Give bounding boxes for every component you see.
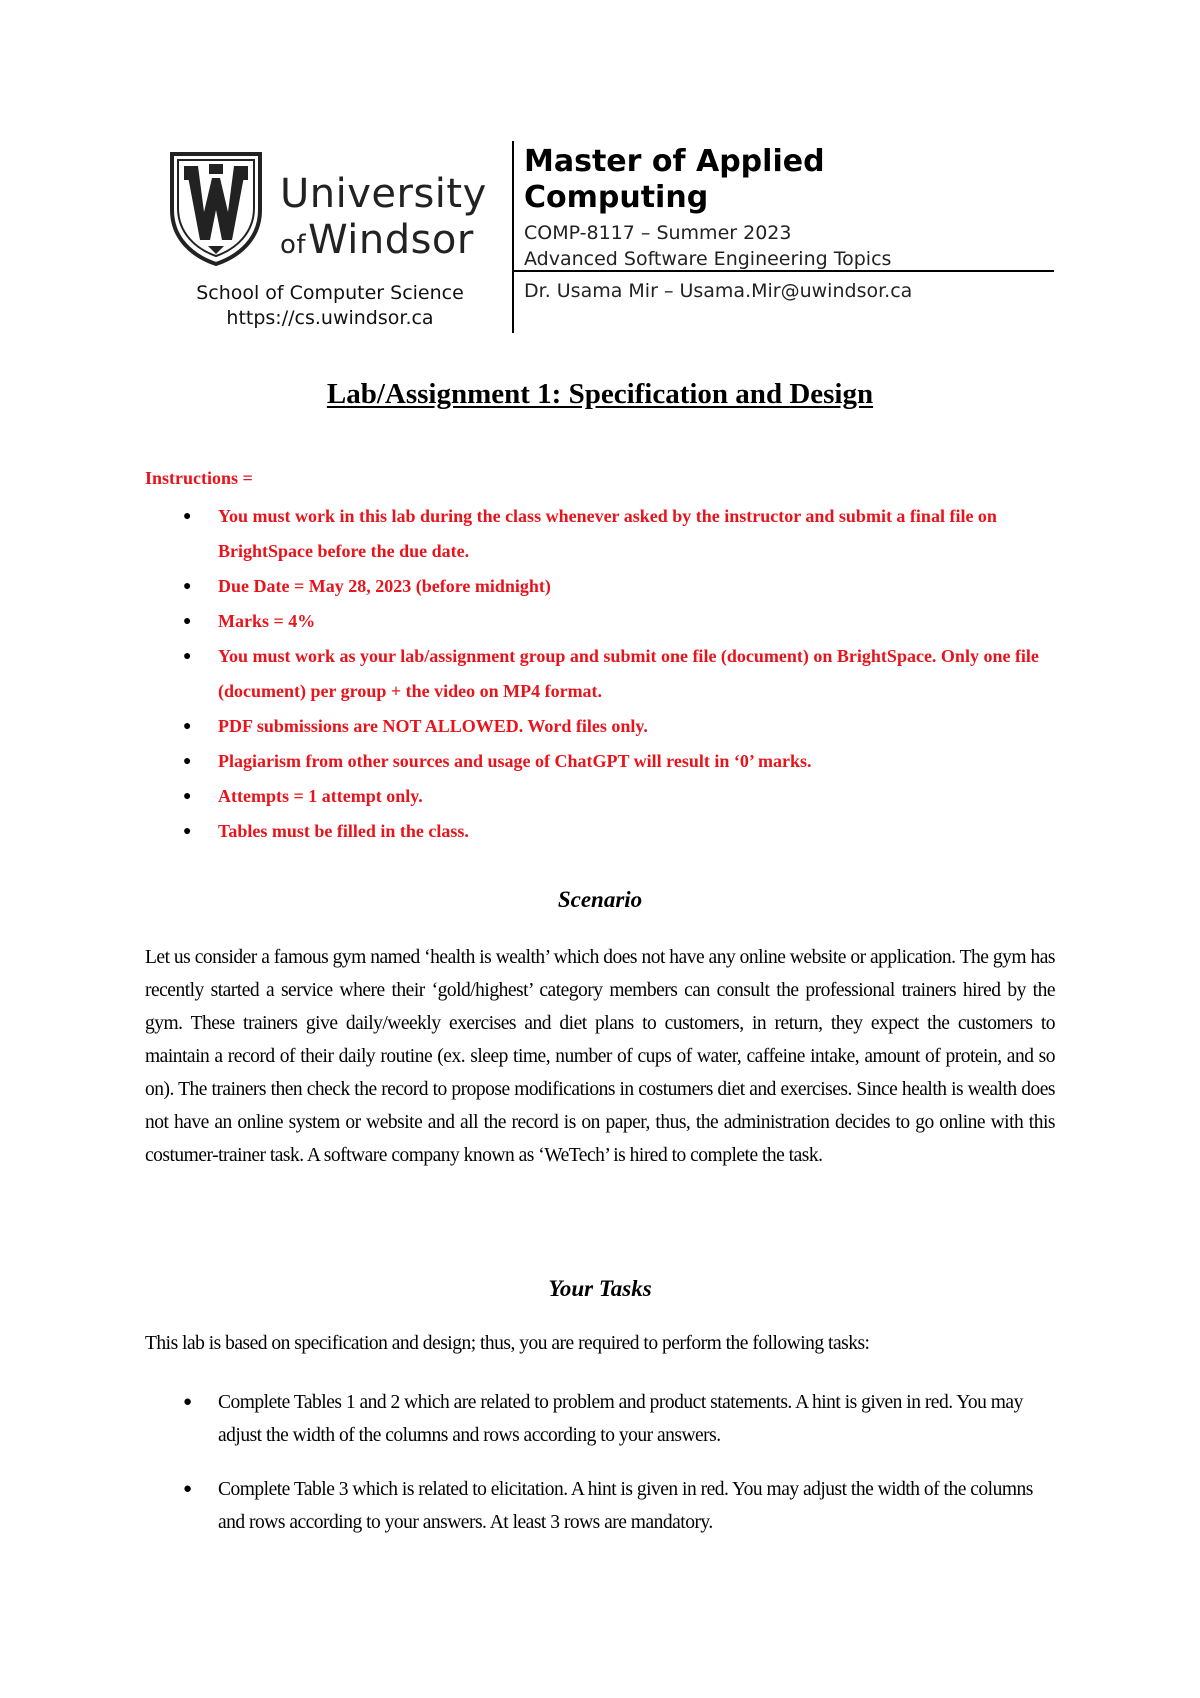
list-item xyxy=(145,814,1075,849)
bullet-icon: ● xyxy=(183,509,192,524)
program-info xyxy=(524,144,1054,272)
bullet-icon: ● xyxy=(183,789,192,804)
instruction-text: Attempts = 1 attempt only. xyxy=(218,786,423,806)
list-item xyxy=(145,744,1075,779)
instruction-text: You must work in this lab during the class whenever asked by the instructor and submit a final file on BrightSpace before the due date. xyxy=(218,506,997,561)
course-code: COMP-8117 – Summer 2023 xyxy=(524,222,792,244)
tasks-heading: Your Tasks xyxy=(548,1276,652,1301)
task-text: Complete Table 3 which is related to elicitation. A hint is given in red. You may adjust the width of the columns and rows according to your answers. At least 3 rows are mandatory. xyxy=(218,1479,1033,1533)
crest-icon xyxy=(168,150,264,268)
bullet-icon: ● xyxy=(183,1481,192,1497)
instructions-list xyxy=(145,499,1075,849)
instructor-contact: Dr. Usama Mir – Usama.Mir@uwindsor.ca xyxy=(524,280,913,302)
program-title: Master of Applied Computing xyxy=(524,144,825,215)
tasks-list xyxy=(145,1386,1055,1560)
instruction-text: PDF submissions are NOT ALLOWED. Word files only. xyxy=(218,716,648,736)
header-horizontal-divider xyxy=(514,270,1054,272)
scenario-heading: Scenario xyxy=(557,887,643,912)
bullet-icon: ● xyxy=(183,1394,192,1410)
university-name-line1: University xyxy=(280,171,487,217)
bullet-icon: ● xyxy=(183,579,192,594)
tasks-intro: This lab is based on specification and design; thus, you are required to perform the following tasks: xyxy=(145,1333,870,1354)
list-item xyxy=(145,779,1075,814)
university-logo xyxy=(168,150,488,270)
list-item xyxy=(145,709,1075,744)
bullet-icon: ● xyxy=(183,719,192,734)
list-item xyxy=(145,1473,1055,1539)
instruction-text: You must work as your lab/assignment group and submit one file (document) on BrightSpace. Only one file (document) per group + the video on MP4 format. xyxy=(218,646,1039,701)
instruction-text: Plagiarism from other sources and usage of ChatGPT will result in ‘0’ marks. xyxy=(218,751,812,771)
list-item xyxy=(145,569,1075,604)
university-name-of: of xyxy=(280,230,307,260)
bullet-icon: ● xyxy=(183,754,192,769)
university-wordmark xyxy=(280,171,487,263)
bullet-icon: ● xyxy=(183,824,192,839)
list-item xyxy=(145,604,1075,639)
document-title: Lab/Assignment 1: Specification and Design xyxy=(326,378,874,410)
list-item xyxy=(145,639,1075,709)
bullet-icon: ● xyxy=(183,649,192,664)
school-url: https://cs.uwindsor.ca xyxy=(226,307,434,329)
scenario-paragraph: Let us consider a famous gym named ‘health is wealth’ which does not have any online website or application. The gym has recently started a service where their ‘gold/highest’ category members can consult the professional trainers hired by the gym. These trainers give daily/weekly exercises and diet plans to customers, in return, they expect the customers to maintain a record of their daily routine (ex. sleep time, number of cups of water, caffeine intake, amount of protein, and so on). The trainers then check the record to propose modifications in costumers diet and exercises. Since health is wealth does not have an online system or website and all the record is on paper, thus, the administration decides to go online with this costumer-trainer task. A software company known as ‘WeTech’ is hired to complete the task. xyxy=(145,947,1055,1166)
instructions-heading: Instructions = xyxy=(145,468,253,488)
instruction-text: Marks = 4% xyxy=(218,611,316,631)
list-item xyxy=(145,499,1075,569)
instruction-text: Tables must be filled in the class. xyxy=(218,821,469,841)
school-info xyxy=(140,281,520,331)
instruction-text: Due Date = May 28, 2023 (before midnight) xyxy=(218,576,551,596)
bullet-icon: ● xyxy=(183,614,192,629)
course-name: Advanced Software Engineering Topics xyxy=(524,248,892,270)
header-vertical-divider xyxy=(512,141,514,333)
list-item xyxy=(145,1386,1055,1452)
university-name-line2 xyxy=(280,217,487,263)
task-text: Complete Tables 1 and 2 which are related to problem and product statements. A hint is given in red. You may adjust the width of the columns and rows according to your answers. xyxy=(218,1392,1023,1446)
school-name: School of Computer Science xyxy=(196,282,464,304)
university-name-windsor: Windsor xyxy=(308,217,474,263)
